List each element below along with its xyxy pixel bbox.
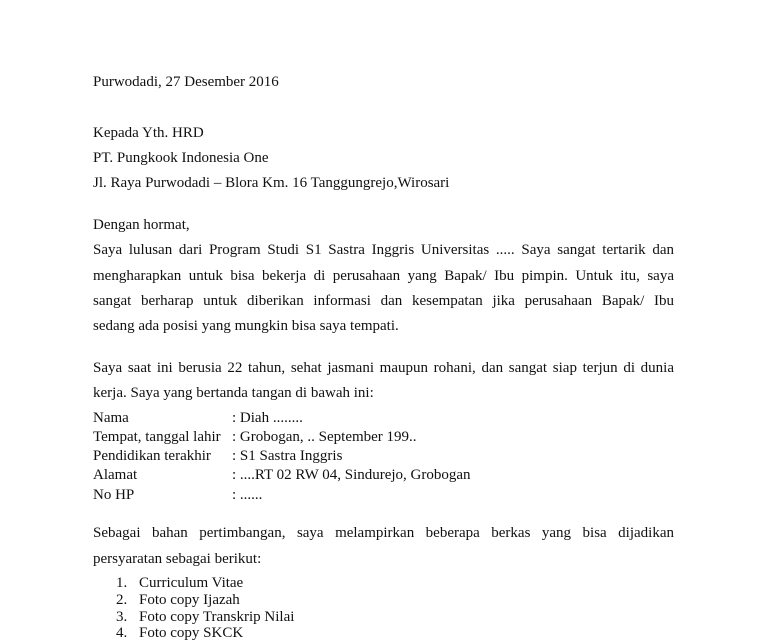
identity-label: No HP [93,487,135,503]
attachment-text: Foto copy SKCK [139,625,244,641]
greeting: Dengan hormat, [93,217,190,233]
paragraph-2-line-1: Saya saat ini berusia 22 tahun, sehat jasmani maupun rohani, dan sangat siap terjun di dunia [93,360,674,376]
attachment-item [116,574,243,592]
identity-value: : S1 Sastra Inggris [232,448,343,464]
identity-row-phone [93,486,262,504]
attachment-text: Curriculum Vitae [139,575,244,591]
identity-label: Alamat [93,467,138,483]
identity-row-address [93,466,471,484]
recipient-line-2: PT. Pungkook Indonesia One [93,150,269,166]
identity-value: : ....RT 02 RW 04, Sindurejo, Grobogan [232,467,471,483]
paragraph-2-line-2: kerja. Saya yang bertanda tangan di bawah ini: [93,385,374,401]
identity-row-name [93,409,303,427]
paragraph-3-line-2: persyaratan sebagai berikut: [93,551,262,567]
attachment-item [116,624,243,642]
recipient-line-1: Kepada Yth. HRD [93,125,204,141]
paragraph-3-line-1: Sebagai bahan pertimbangan, saya melampirkan beberapa berkas yang bisa dijadikan [93,525,674,541]
attachment-number: 1. [116,575,128,591]
recipient-line-3: Jl. Raya Purwodadi – Blora Km. 16 Tanggungrejo,Wirosari [93,175,450,191]
attachment-text: Foto copy Ijazah [139,592,240,608]
attachment-number: 3. [116,609,128,625]
identity-value: : ...... [232,487,263,503]
paragraph-1-line-4: sedang ada posisi yang mungkin bisa saya tempati. [93,318,399,334]
attachment-number: 4. [116,625,128,641]
identity-value: : Diah ........ [232,410,303,426]
place-date: Purwodadi, 27 Desember 2016 [93,74,279,90]
paragraph-1-line-1: Saya lulusan dari Program Studi S1 Sastra Inggris Universitas ..... Saya sangat tertarik dan [93,242,674,258]
identity-row-education [93,447,342,465]
identity-row-birth [93,428,417,446]
paragraph-1-line-3: sangat berharap untuk diberikan informasi dan kesempatan jika perusahaan Bapak/ Ibu [93,293,674,309]
identity-label: Nama [93,410,129,426]
identity-label: Pendidikan terakhir [93,448,211,464]
identity-value: : Grobogan, .. September 199.. [232,429,417,445]
attachment-number: 2. [116,592,128,608]
attachment-text: Foto copy Transkrip Nilai [139,609,295,625]
identity-label: Tempat, tanggal lahir [93,429,221,445]
paragraph-1-line-2: mengharapkan untuk bisa bekerja di perusahaan yang Bapak/ Ibu pimpin. Untuk itu, saya [93,268,674,284]
attachment-item [116,591,240,609]
